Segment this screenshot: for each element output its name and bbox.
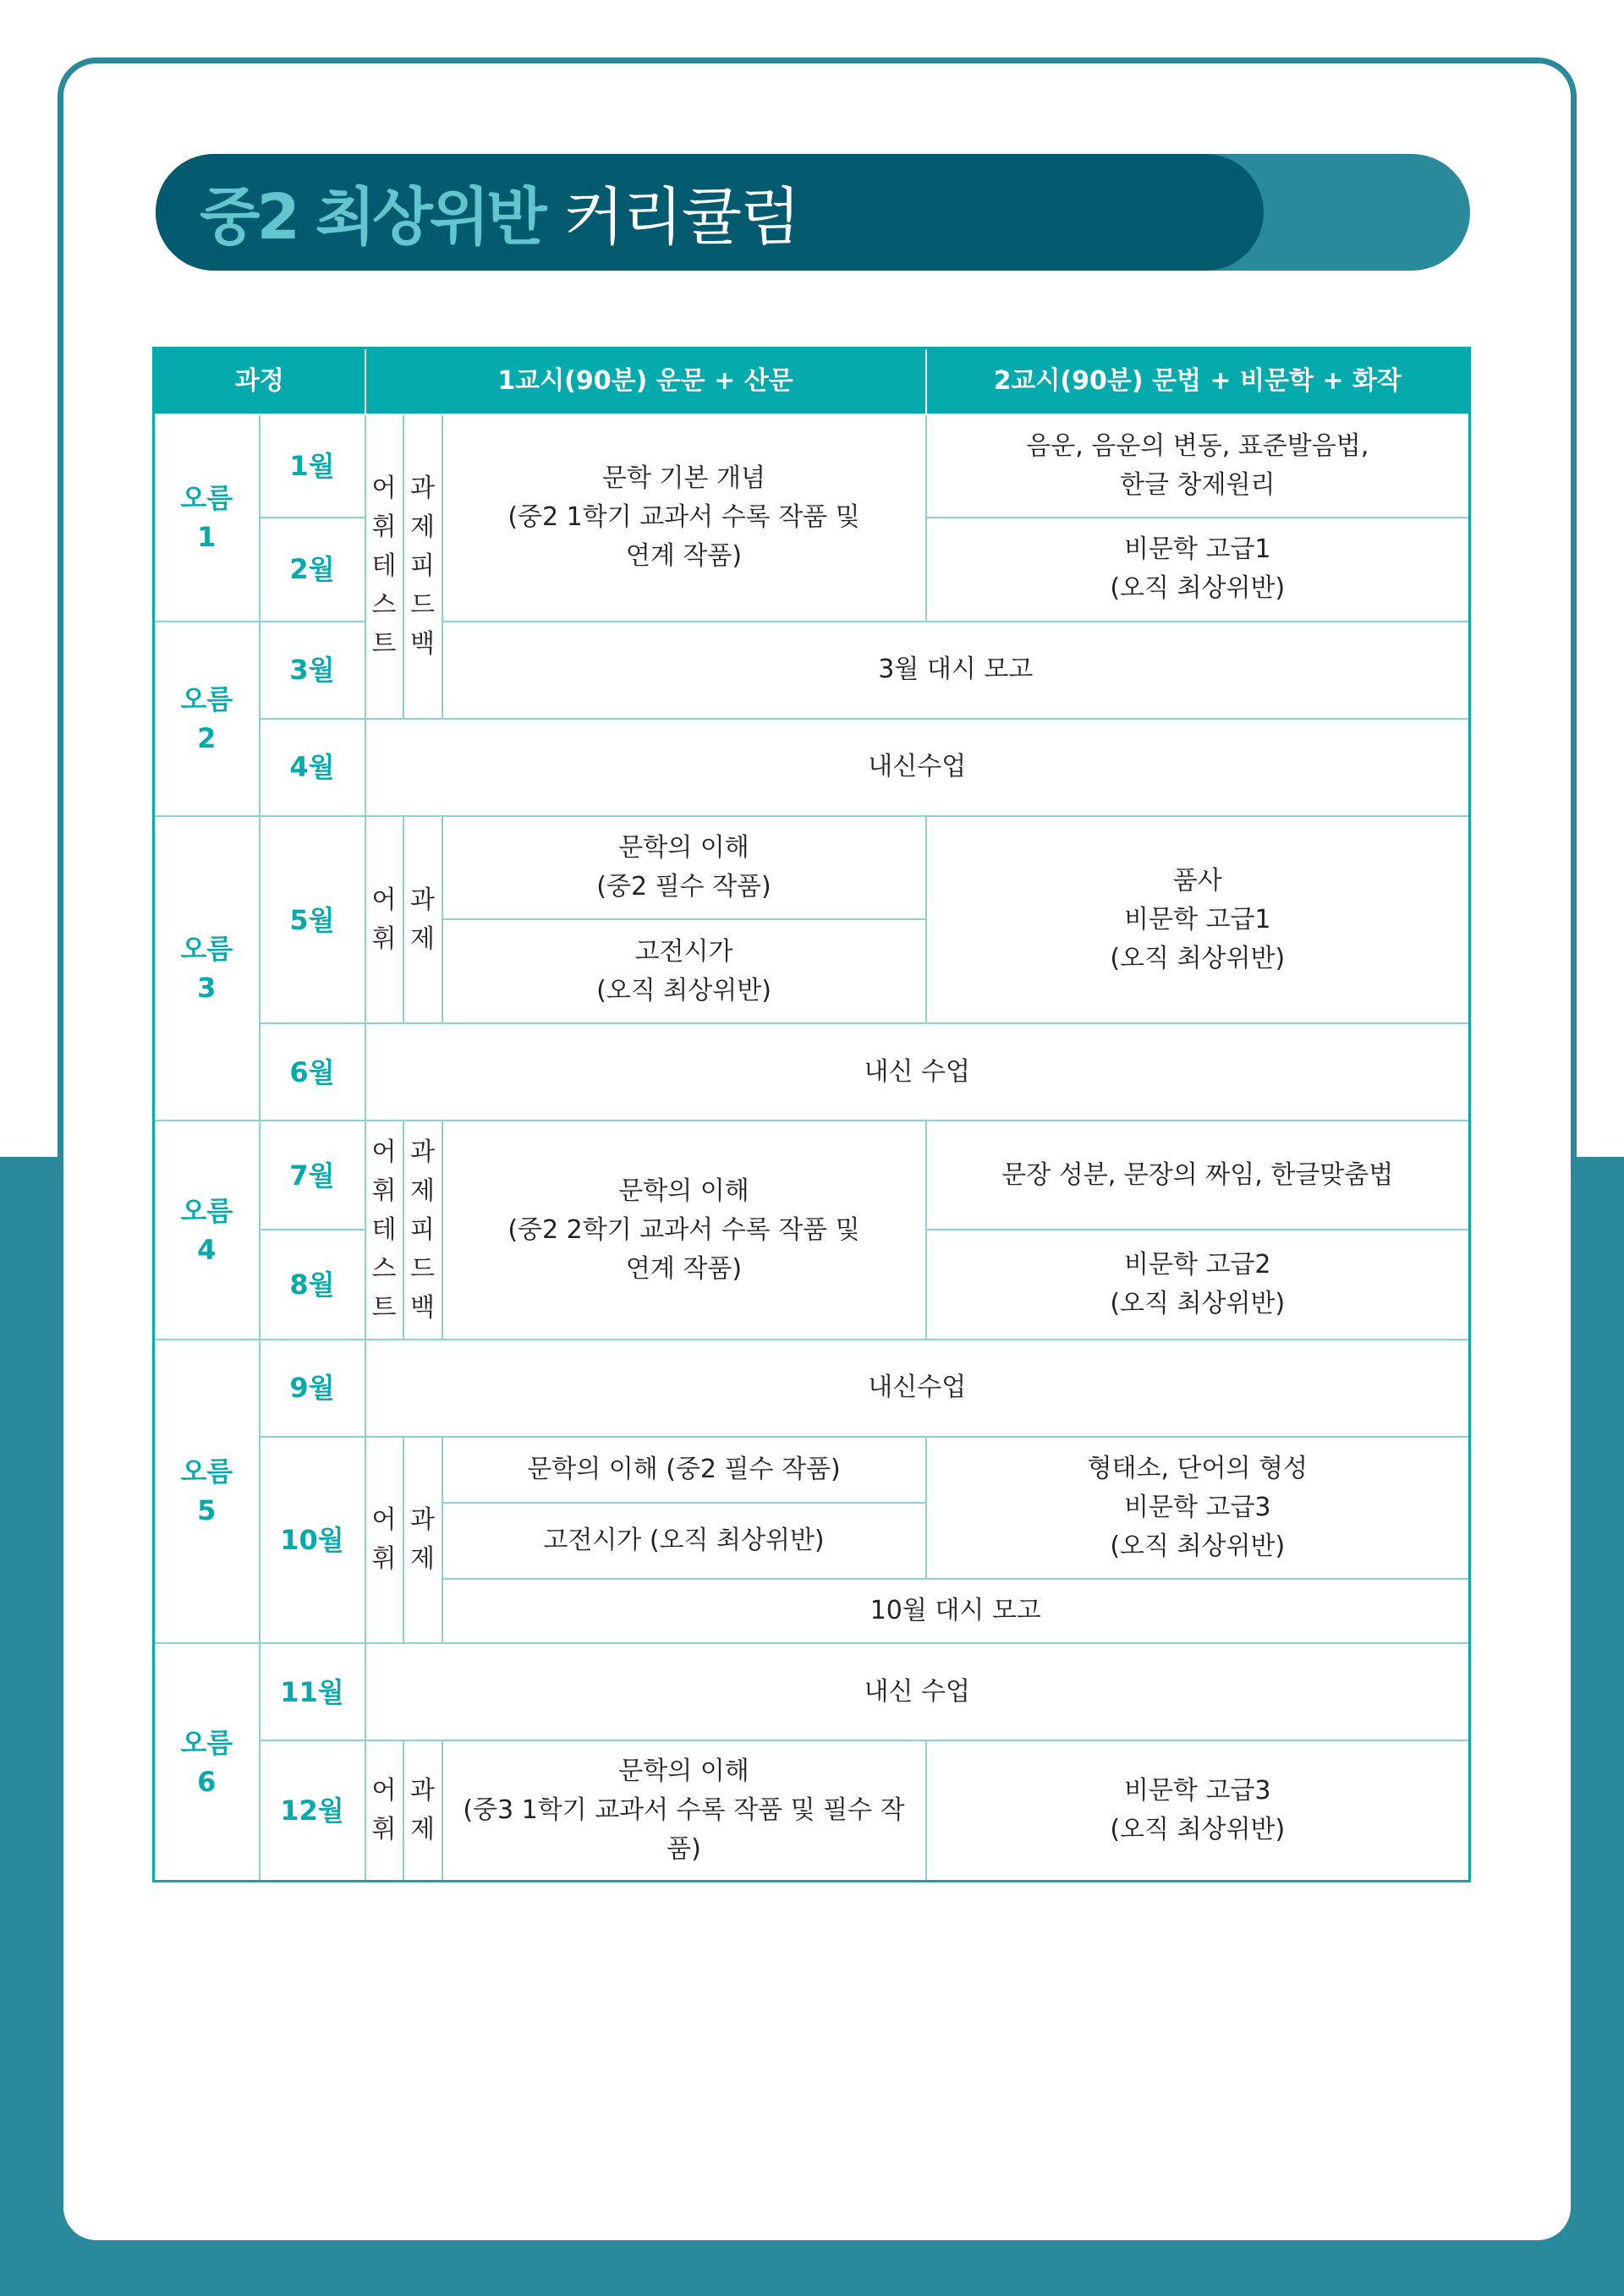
course-oreum-5: 오름 5 — [154, 1340, 260, 1643]
cell-jul-aug-period1: 문학의 이해 (중2 2학기 교과서 수록 작품 및 연계 작품) — [442, 1121, 926, 1339]
cell-dec-period2: 비문학 고급3 (오직 최상위반) — [926, 1740, 1470, 1881]
header-period2: 2교시(90분) 문법 + 비문학 + 화작 — [926, 348, 1470, 414]
month-jun: 6월 — [260, 1023, 365, 1121]
month-mar: 3월 — [260, 622, 365, 719]
cell-feb-period2: 비문학 고급1 (오직 최상위반) — [926, 518, 1470, 622]
curriculum-table — [152, 347, 1468, 1882]
cell-oct-period1-b: 고전시가 (오직 최상위반) — [442, 1503, 926, 1579]
vocab-label: 어휘 — [365, 1740, 403, 1881]
title-banner — [156, 154, 1470, 271]
cell-mar: 3월 대시 모고 — [442, 622, 1470, 719]
vocab-test-label: 어휘테스트 — [365, 1121, 403, 1339]
month-sep: 9월 — [260, 1340, 365, 1437]
month-may: 5월 — [260, 816, 365, 1023]
course-oreum-1: 오름 1 — [154, 414, 260, 622]
homework-feedback-label: 과제피드백 — [403, 1121, 442, 1339]
month-jan: 1월 — [260, 414, 365, 518]
cell-jan-period2: 음운, 음운의 변동, 표준발음법, 한글 창제원리 — [926, 414, 1470, 518]
header-period1: 1교시(90분) 운문 + 산문 — [365, 348, 926, 414]
month-dec: 12월 — [260, 1740, 365, 1881]
header-course: 과정 — [154, 348, 365, 414]
cell-oct-period1-a: 문학의 이해 (중2 필수 작품) — [442, 1437, 926, 1503]
cell-oct-period2: 형태소, 단어의 형성 비문학 고급3 (오직 최상위반) — [926, 1437, 1470, 1579]
cell-apr: 내신수업 — [365, 719, 1470, 816]
month-nov: 11월 — [260, 1643, 365, 1740]
cell-jul-period2: 문장 성분, 문장의 짜임, 한글맞춤법 — [926, 1121, 1470, 1229]
vocab-test-label: 어휘테스트 — [365, 414, 403, 719]
month-oct: 10월 — [260, 1437, 365, 1643]
course-oreum-4: 오름 4 — [154, 1121, 260, 1339]
homework-label: 과제 — [403, 1740, 442, 1881]
homework-label: 과제 — [403, 1437, 442, 1643]
course-oreum-2: 오름 2 — [154, 622, 260, 816]
cell-dec-period1: 문학의 이해 (중3 1학기 교과서 수록 작품 및 필수 작품) — [442, 1740, 926, 1881]
cell-may-period1-a: 문학의 이해 (중2 필수 작품) — [442, 816, 926, 919]
month-feb: 2월 — [260, 518, 365, 622]
cell-jan-feb-period1: 문학 기본 개념 (중2 1학기 교과서 수록 작품 및 연계 작품) — [442, 414, 926, 622]
title-rest: 커리큘럼 — [563, 181, 799, 254]
cell-nov: 내신 수업 — [365, 1643, 1470, 1740]
month-jul: 7월 — [260, 1121, 365, 1229]
cell-aug-period2: 비문학 고급2 (오직 최상위반) — [926, 1230, 1470, 1340]
title-accent: 중2 최상위반 — [200, 181, 544, 254]
homework-label: 과제 — [403, 816, 442, 1023]
homework-feedback-label: 과제피드백 — [403, 414, 442, 719]
vocab-label: 어휘 — [365, 1437, 403, 1643]
month-aug: 8월 — [260, 1230, 365, 1340]
course-oreum-3: 오름 3 — [154, 816, 260, 1121]
cell-jun: 내신 수업 — [365, 1023, 1470, 1121]
cell-may-period2: 품사 비문학 고급1 (오직 최상위반) — [926, 816, 1470, 1023]
title-banner-main — [156, 154, 1264, 271]
vocab-label: 어휘 — [365, 816, 403, 1023]
course-oreum-6: 오름 6 — [154, 1643, 260, 1881]
cell-oct-mock: 10월 대시 모고 — [442, 1579, 1470, 1643]
cell-may-period1-b: 고전시가 (오직 최상위반) — [442, 919, 926, 1023]
cell-sep: 내신수업 — [365, 1340, 1470, 1437]
month-apr: 4월 — [260, 719, 365, 816]
